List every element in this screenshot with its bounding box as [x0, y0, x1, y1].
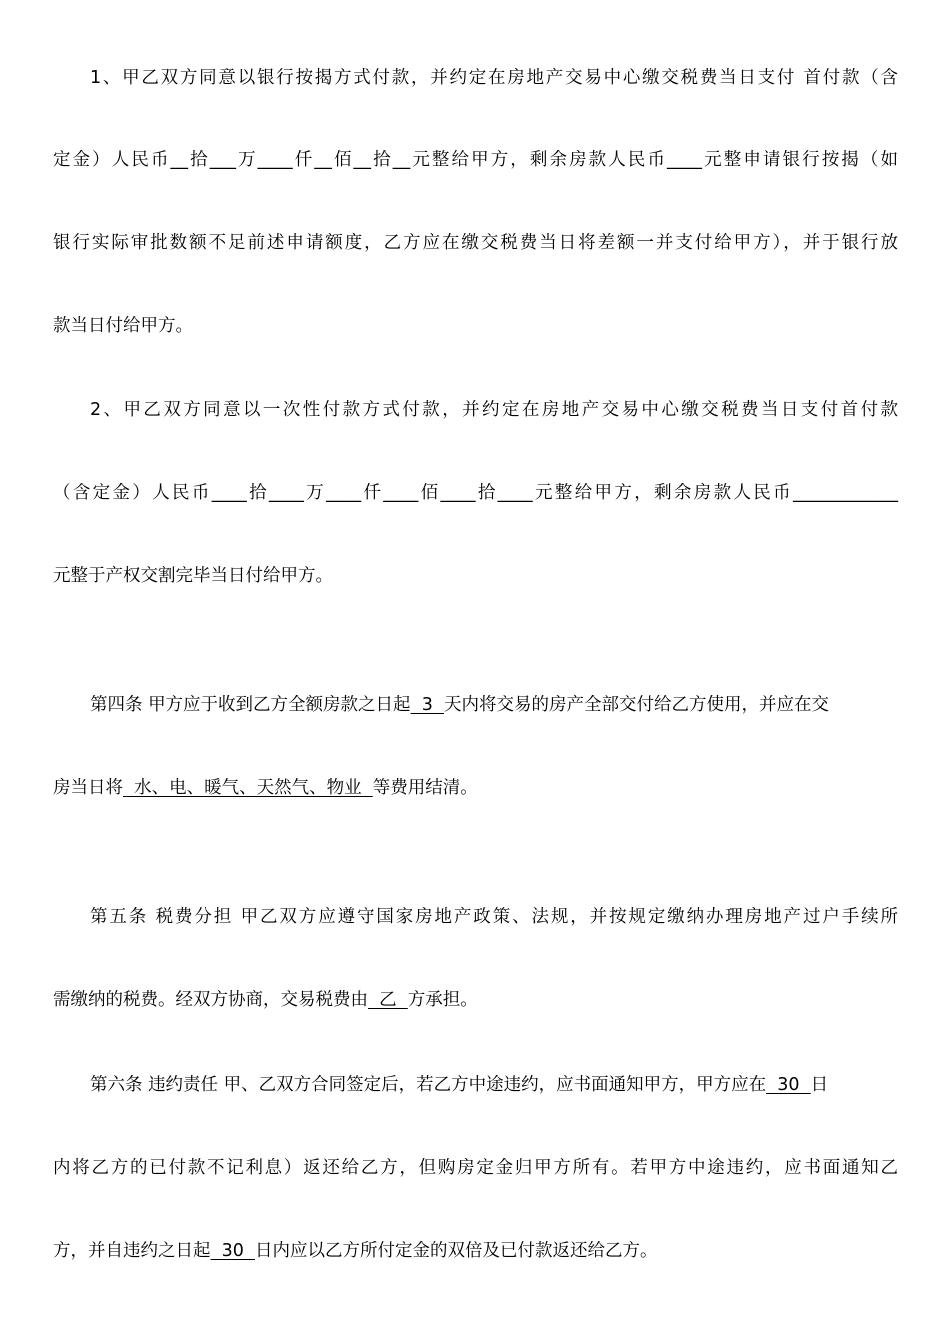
article-4-line-2: 房当日将 水、电、暖气、天然气、物业 等费用结清。 — [53, 778, 478, 798]
payment-option-1-line-4: 款当日付给甲方。 — [53, 316, 193, 336]
article-6-line-3: 方，并自违约之日起 30 日内应以乙方所付定金的双倍及已付款返还给乙方。 — [53, 1241, 658, 1261]
article-4-line-1: 第四条 甲方应于收到乙方全额房款之日起 3 天内将交易的房产全部交付给乙方使用，并应在交 — [90, 695, 829, 715]
refund-days-field: 30 — [766, 1075, 811, 1095]
payment-option-2-line-3: 元整于产权交割完毕当日付给甲方。 — [53, 566, 333, 586]
article-6-line-2: 内将乙方的已付款不记利息）返还给乙方，但购房定金归甲方所有。若甲方中途违约，应书面通知乙 — [53, 1158, 898, 1178]
payment-option-2-line-2: （含定金）人民币____拾____万____仟____佰____拾____元整给甲方，剩余房款人民币____________ — [53, 483, 898, 503]
utility-fees-field: 水、电、暖气、天然气、物业 — [123, 778, 373, 798]
payment-option-1-line-2: 定金）人民币__拾___万____仟__佰__拾__元整给甲方，剩余房款人民币____元整申请银行按揭（如 — [53, 150, 898, 170]
article-5-line-2: 需缴纳的税费。经双方协商，交易税费由 乙 方承担。 — [53, 990, 478, 1010]
penalty-days-field: 30 — [210, 1241, 256, 1261]
payment-option-1-line-1: 1、甲乙双方同意以银行按揭方式付款，并约定在房地产交易中心缴交税费当日支付 首付款（含 — [90, 68, 898, 88]
article-5-line-1: 第五条 税费分担 甲乙双方应遵守国家房地产政策、法规，并按规定缴纳办理房地产过户手续所 — [90, 907, 898, 927]
delivery-days-field: 3 — [410, 695, 444, 715]
article-6-line-1: 第六条 违约责任 甲、乙双方合同签定后，若乙方中途违约，应书面通知甲方，甲方应在 30 日 — [90, 1075, 829, 1095]
payment-option-2-line-1: 2、甲乙双方同意以一次性付款方式付款，并约定在房地产交易中心缴交税费当日支付首付款 — [90, 400, 898, 420]
tax-party-field: 乙 — [368, 990, 408, 1010]
payment-option-1-line-3: 银行实际审批数额不足前述申请额度，乙方应在缴交税费当日将差额一并支付给甲方），并于银行放 — [53, 233, 898, 253]
